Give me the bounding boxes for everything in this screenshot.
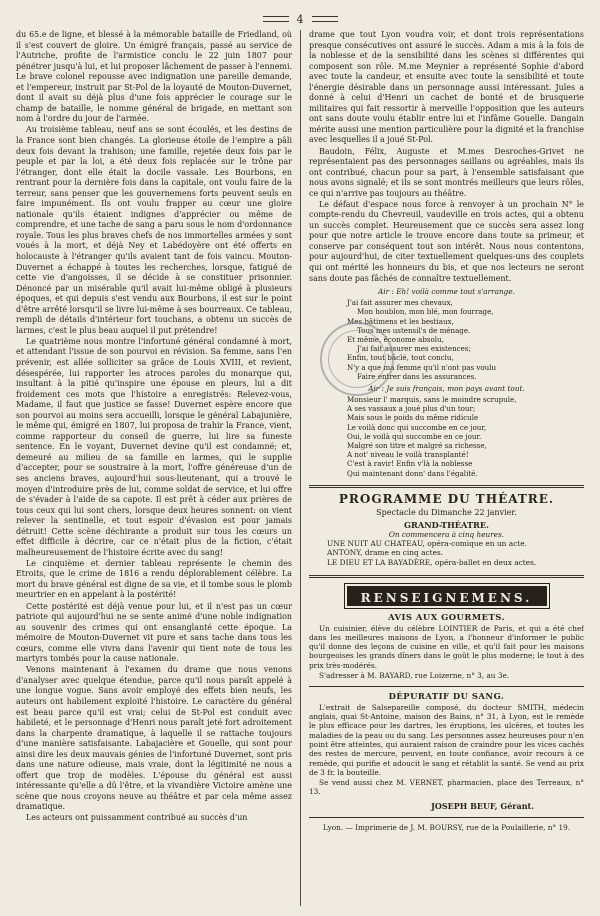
paragraph: drame que tout Lyon voudra voir, et dont trois représentations presque consécutives ont assuré le succès. Adam a mis à la fois de la noblesse et de la sensibilité dans les scènes si différentes qui composent son rôle. M.me Meynier a représenté Sophie d'abord avec toute la candeur, et ensuite avec toute la sensibilité et toute l'énergie désirable dans un personnage aussi intéressant. Jules a donné à celui d'Henri un cachet de bonté et de brusquerie militaires qui fait ressortir à merveille l'opposition que les auteurs ont sans doute voulu établir entre lui et l'infâme Gouelle. Dangain mérite aussi une mention particulière pour la dignité et la franchise avec lesquelles il a joué St-Pol. bbox=[309, 30, 584, 145]
theatre-title: PROGRAMME DU THÉATRE. bbox=[338, 491, 555, 506]
paragraph: Le cinquième et dernier tableau représente le chemin des Etroits, que le crime de 1816 a rendu déplorablement célèbre. La mort du brave général est digne de sa vie, et il tombe sous le plomb meurtrier en en appelant à la postérité! bbox=[16, 558, 292, 600]
theatre-line: ANTONY, drame en cinq actes. bbox=[327, 548, 444, 558]
section-divider bbox=[309, 817, 584, 818]
ornament-right bbox=[312, 16, 338, 22]
verse-line: Enfin, tout bâclé, tout conclu, bbox=[347, 353, 454, 363]
verse-line: A ses vassaux a joué plus d'un tour; bbox=[347, 404, 476, 414]
verse-line: Faire entrer dans les assurances. bbox=[357, 371, 477, 381]
song-air: Air : Je suis français, mon pays avant tout. bbox=[368, 383, 525, 393]
paragraph: Baudoin, Félix, Auguste et M.mes Desroches-Grivet ne représentaient pas des personnages saillans ou agréables, mais ils ont contribué, chacun pour sa part, à l'ensemble satisfaisant que nous avons signalé; et ils se sont montrés meilleurs que leurs rôles, ce qui n'arrive pas toujours au théâtre. bbox=[309, 146, 584, 198]
theatre-note: On commencera à cinq heures. bbox=[388, 529, 505, 539]
paragraph: Cette postérité est déjà venue pour lui, et il n'est pas un cœur patriote qui aujourd'hui ne se sente animé d'une noble indignation au souvenir des crimes qui ont ensanglanté cette époque. La mémoire de Mouton-Duvernet vit pure et sans tache dans tous les cœurs, comme elle vivra dans l'avenir qui tient note de tous les martyrs tombés pour la cause nationale. bbox=[16, 601, 292, 664]
library-stamp bbox=[320, 322, 394, 396]
ad-title: AVIS AUX GOURMETS. bbox=[388, 611, 505, 622]
verse-line: N'y a que ma femme qu'il n'ont pas voulu bbox=[347, 362, 497, 372]
verse-line: J'ai fait assurer mes chevaux, bbox=[347, 298, 453, 308]
theatre-line: UNE NUIT AU CHATEAU, opéra-comique en un acte. bbox=[327, 538, 527, 548]
verse-line: Monsieur l' marquis, sans le moindre scrupule, bbox=[347, 394, 517, 404]
paragraph: Venons maintenant à l'examen du drame que nous venons d'analyser avec quelque étendue, parce qu'il nous paraît appelé à une longue vogue. Sans avoir employé des effets bien neufs, les auteurs ont habilement exploité l'histoire. Le caractère du général est beau parce qu'il est vrai; celui de St-Pol est conduit avec habileté, et le personnage d'Henri nous paraît jeté fort adroitement dans la charpente dramatique, à laquelle il se rattache toujours d'une manière satisfaisante. Labajacière et Gouelle, qui sont pour ainsi dire les deux mauvais génies de l'infortuné Duvernet, sont pris dans une nature odieuse, mais vraie, dont la légitimité ne nous a offert que trop de modèles. L'épouse du général est aussi intéressante qu'elle a dû l'être, et la vivandière Victoire amène une scène que nous croyons neuve au théâtre et par cela même assez dramatique. bbox=[16, 665, 292, 812]
verse-line: A not' niveau le voilà transplanté! bbox=[347, 450, 469, 460]
right-column bbox=[300, 30, 584, 906]
page-number: 4 bbox=[296, 12, 304, 26]
ad-title: DÉPURATIF DU SANG. bbox=[388, 690, 505, 701]
verse-line: J'ai fait assurer mes existences; bbox=[357, 344, 471, 354]
theatre-line: LE DIEU ET LA BAYADÈRE, opéra-ballet en deux actes. bbox=[327, 557, 537, 567]
paragraph: Les acteurs ont puissamment contribué au succès d'un bbox=[26, 813, 248, 823]
theatre-venue: GRAND-THÉATRE. bbox=[404, 519, 489, 530]
paragraph: Au troisième tableau, neuf ans se sont écoulés, et les destins de la France sont bien changés. La glorieuse étoile de l'empire a pâli deux fois devant la trahison; une famille, rejetée deux fois par le peuple et par la loi, a été deux fois replacée sur le trône par l'étranger, dont elle était la docile vassale. Les Bourbons, en rentrant pour la dernière fois dans la capitale, ont voulu faire de la terreur, sans penser que les gouvernemens forts peuvent seuls en faire impunément. Ils ont voulu frapper au cœur une gloire nationale qu'ils étaient indignes d'apprécier ou même de comprendre, et une tache de sang a paru sous le nom d'ordonnance royale. Tous les plus braves chefs de nos immortelles armées y sont voués à la mort, et déjà Ney et Labédoyère ont été offerts en holocauste à l'étranger qu'ils avaient tant de fois vaincu. Mouton-Duvernet a échappé à toutes les recherches, lorsque, fatigué de cette vie d'angoisses, il se décide à se constituer prisonnier. Dénoncé par un misérable qu'il avait lui-même obligé à plusieurs époques, et qui depuis s'est vendu aux Bourbons, il est sur le point d'être arrêté lorsqu'il se livre lui-même à ses bourreaux. Ce tableau, rempli de détails d'intérieur fort touchans, a obtenu un succès de larmes, c'est le plus beau auquel il put prétendre! bbox=[16, 125, 292, 335]
paragraph: du 65.e de ligne, et blessé à la mémorable bataille de Friedland, où il s'est couvert de gloire. Un émigré français, passé au service de l'Autriche, profite de l'armistice conclu le 22 juin 1807 pour pénétrer jusqu'à lui, et lui proposer lâchement de passer à l'ennemi. Le brave colonel repousse avec indignation une pareille demande, et l'empereur, instruit par St-Pol de la loyauté de Mouton-Duvernet, dont il avait su déjà plus d'une fois apprécier le courage sur le champ de bataille, le nomme général de brigade, en mettant son nom à l'ordre du jour de l'armée. bbox=[16, 30, 292, 124]
left-column bbox=[16, 30, 300, 906]
ad-gourmets bbox=[309, 612, 584, 680]
verse-line: Et même, économe absolu, bbox=[347, 334, 444, 344]
section-divider bbox=[309, 575, 584, 578]
columns bbox=[16, 30, 584, 906]
verse-line: Mais sous le poids du même ridicule bbox=[347, 413, 479, 423]
printer-imprint: Lyon. — Imprimerie de J. M. BOURSY, rue de la Poulaillerie, n° 19. bbox=[322, 823, 571, 833]
paragraph: Le défaut d'espace nous force à renvoyer à un prochain N° le compte-rendu du Chevreuil, vaudeville en trois actes, qui a obtenu un succès complet. Heureusement que ce succès sera assez long pour que notre article le trouve encore dans toute sa primeur, et conserve par conséquent tout son intérêt. Nous nous contentons, pour aujourd'hui, de citer textuellement quelques-uns des couplets qui ont mérité les honneurs du bis, et que nos lecteurs ne seront sans doute pas fâchés de connaître textuellement. bbox=[309, 199, 584, 283]
verse-line: Tous mes ustensil's de ménage. bbox=[357, 325, 471, 335]
ad-depuratif bbox=[309, 691, 584, 796]
section-divider bbox=[309, 686, 584, 687]
verse-line: Mon houblon, mon blé, mon fourrage, bbox=[357, 307, 494, 317]
verse-line: Oui, le voilà qui succombe en ce jour. bbox=[347, 431, 482, 441]
ad-text: Un cuisinier, élève du célèbre LOINTIER de Paris, et qui a été chef dans les meilleures maisons de Lyon, a l'honneur d'informer le public qu'il donne des leçons de cuisine en ville, et qu'il fait pour les maisons bourgeoises les grands dîners dans le goût le plus moderne; le tout à des prix très-modérés. bbox=[309, 623, 584, 670]
ad-address: Se vend aussi chez M. VERNET, pharmacien, place des Terreaux, n° 13. bbox=[309, 777, 584, 797]
section-divider bbox=[309, 485, 584, 488]
verse-line: Le voilà donc qui succombe en ce jour, bbox=[347, 422, 487, 432]
paragraph: Le quatrième nous montre l'infortuné général condamné à mort, et attendant l'issue de son pourvoi en révision. Sa femme, sans l'en prévenir, est allée solliciter sa grâce de Louis XVIII, et revient, désespérée, lui rapporter les atroces paroles du monarque qui, insultant à la pitié qu'inspire une épouse en pleurs, lui a dit froidement ces mots que l'histoire a enregistrés: Relevez-vous, Madame, il faut que justice se fasse! Duvernet espère encore que son pourvoi au moins sera accueilli, lorsque le général Labajunière, le même qui, émigré en 1807, lui proposa de trahir la France, vient, comme rapporteur du conseil de guerre, lui lire sa funeste sentence. En le voyant, Duvernet devine qu'il est condamné; et, demeuré au milieu de sa famille en larmes, qui le supplie d'accepter, pour se soustraire à la mort, l'offre généreuse d'un de ses anciens braves, aujourd'hui sous-lieutenant, qui a trouvé le moyen d'introduire près de lui, comme soldat de service, et lui offre de s'évader à l'aide de sa capote. Il est prêt à céder aux prières de tous ceux qui lui sont chers, lorsque deux heures sonnent: on vient relever la sentinelle, et tout espoir d'évasion est pour jamais détruit! Cette scène déchirante a produit sur tous les cœurs un effet difficile à décrire, car ce n'était plus de la fiction, c'était malheureusement de l'histoire écrite avec du sang! bbox=[16, 336, 292, 557]
ornament-left bbox=[263, 16, 289, 22]
verse-line: C'est à ravir! Enfin v'là la noblesse bbox=[347, 459, 473, 469]
ad-text: L'extrait de Salsepareille composé, du docteur SMITH, médecin anglais, quai St-Antoine, maison des Bains, n° 31, à Lyon, est le remède le plus efficace pour les dartres, les éruptions, les ulcères, et toutes les maladies de la peau ou du sang. Les personnes assez heureuses pour n'en point être atteintes, qui auraient raison de craindre pour les vices cachés des restes de mercure, peuvent, en toute confiance, avoir recours à ce remède, qui purifie et adoucit le sang et rétablit la santé. Se vend au prix de 3 fr. la bouteille. bbox=[309, 702, 584, 777]
theatre-date: Spectacle du Dimanche 22 janvier. bbox=[376, 507, 517, 517]
verse-line: Qui maintenant donn' dans l'égalité. bbox=[347, 468, 478, 478]
verse-line: Mes bâtimens et les bestiaux, bbox=[347, 316, 454, 326]
renseignemens-banner: RENSEIGNEMENS. bbox=[347, 586, 547, 606]
gerant-signature: JOSEPH BEUF, Gérant. bbox=[431, 801, 534, 812]
verse-line: Malgré son titre et malgré sa richesse, bbox=[347, 440, 487, 450]
ad-address: S'adresser à M. BAYARD, rue Loizerne, n° 3, au 3e. bbox=[319, 670, 510, 680]
song-air: Air : Eh! voilà comme tout s'arrange. bbox=[378, 287, 515, 297]
page-header bbox=[16, 10, 584, 28]
